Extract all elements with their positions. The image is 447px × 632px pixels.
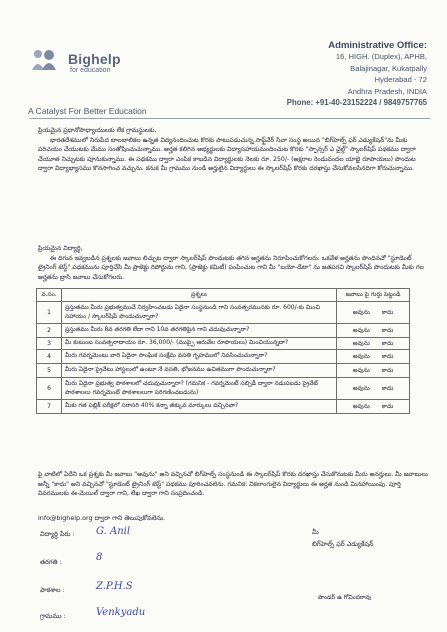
signatory-name: పాండర్ ఉ గోవిందరావు xyxy=(318,594,372,601)
school-value: Z.P.H.S xyxy=(96,581,133,592)
closing-from: మీ xyxy=(312,528,319,536)
tagline: A Catalyst For Better Education xyxy=(28,106,147,116)
greeting: ప్రియమైన ప్రధానోపాధ్యాయులకు లేక గ్రామస్థులకు, xyxy=(38,127,157,134)
letter-intro xyxy=(38,126,430,174)
bighelp-logo xyxy=(24,38,184,78)
class-value: 8 xyxy=(96,552,103,563)
col-question: ప్రశ్నలు xyxy=(62,289,337,302)
office-title: Administrative Office: xyxy=(328,40,427,51)
row-number: 1 xyxy=(37,302,62,324)
office-line: Andhra Pradesh, INDIA xyxy=(347,86,427,96)
eligibility-table xyxy=(36,288,410,414)
student-greeting: ప్రియమైన విద్యార్థి, xyxy=(38,245,83,252)
village-label: గ్రామము : xyxy=(40,612,66,620)
answer-yes[interactable]: అవును xyxy=(352,384,370,392)
student-name-value: G. Anil xyxy=(96,526,131,537)
question-text: ప్రస్తుతము మీరు 8వ తరగతి లేదా గాని 10వ తరగతిపైన గాని చదువుచున్నారా? xyxy=(62,324,337,338)
answer-yes[interactable]: అవును xyxy=(352,308,370,316)
answer-options xyxy=(337,302,410,324)
table-row xyxy=(37,378,410,400)
col-answer: జవాబు పై గుర్తు పెట్టండి xyxy=(337,289,410,302)
office-address xyxy=(237,40,427,107)
office-line: Balajinagar, Kukatpally xyxy=(350,63,427,73)
answer-options xyxy=(337,338,410,350)
question-text: మీరు గవర్నమెంటు వారి ఏదైనా సాంఘిక సంక్షేమ వసతి గృహములో నివసించుచున్నారా? xyxy=(62,350,337,364)
village-value: Venkyadu xyxy=(96,607,146,618)
table-row xyxy=(37,324,410,338)
brand-name: Bighelp xyxy=(68,51,121,67)
table-row xyxy=(37,364,410,378)
office-phone: Phone: +91-40-23152224 / 9849757765 xyxy=(286,98,427,107)
answer-options xyxy=(337,364,410,378)
answer-no[interactable]: కాదు xyxy=(381,352,394,360)
table-header-row xyxy=(37,289,410,302)
student-instructions xyxy=(38,244,430,282)
row-number: 6 xyxy=(37,378,62,400)
answer-yes[interactable]: అవును xyxy=(352,352,370,360)
class-label: తరగతి : xyxy=(40,558,62,566)
question-text: మీరు ఏదైనా ప్రభుత్వ పాఠశాలలో చదువుచున్నారా? (గమనిక - గవర్నమెంట్ సబ్సిడీ ద్వారా నడుపబడు ప్రైవేట్ పాఠశాలలు గవర్నమెంట్ పాఠశాలలుగా పరిగణించబడును) xyxy=(62,378,337,400)
question-text: మీరు ఏదైనా ప్రైవేటు హాస్టలులో ఉంటూ నే వసతి, భోజనము ఉచితముగా పొందుచున్నారా? xyxy=(62,364,337,378)
answer-options xyxy=(337,324,410,338)
logo-icon xyxy=(30,48,58,72)
question-text: ప్రస్తుతము మీరు ప్రభుత్వముచే నిర్వహించబడు ఏదైనా సంస్థనుండి గాని సంవత్సరమునకు రూ. 600/-కు మించి సహాయం / స్కాలర్‌షిప్ పొందుచున్నారా? xyxy=(62,302,337,324)
answer-no[interactable]: కాదు xyxy=(381,402,394,410)
brand-sub: for education xyxy=(70,67,111,74)
row-number: 2 xyxy=(37,324,62,338)
office-line: 16, HIGH. (Duplex), APHB, xyxy=(335,52,427,61)
answer-options xyxy=(337,350,410,364)
eligibility-note: పై వాటిలో ఏదేని ఒక ప్రశ్నకు మీ జవాబు "అవును" అని వచ్చినచో బిగ్‌హెల్ప్ సంస్థనుండి ఈ స్కాలర్‌షిప్ కొరకు దరఖాస్తు చేసుకొనుటకు మీరు అనర్హులు. మీ జవాబులు అన్నీ "కాదు" అని వచ్చినచో "స్టూడెంట్ ట్రైనింగ్ టెస్ట్" పథకము పూరించవలెను. గమనిక: వికలాంగులైన విద్యార్థులు ఈ అర్హత నుండి మినహాయింపు. పూర్తి వివరములకు ఈ-మెయిల్ ద్వారా గాని, లేఖ ద్వారా గాని సంప్రదించండి. xyxy=(38,471,428,498)
row-number: 7 xyxy=(37,400,62,414)
answer-no[interactable]: కాదు xyxy=(381,308,394,316)
closing-org: బిగ్‌హెల్ప్ ఫర్ ఎడ్యుకేషన్ xyxy=(312,540,374,548)
answer-no[interactable]: కాదు xyxy=(381,326,394,334)
answer-options xyxy=(337,378,410,400)
answer-yes[interactable]: అవును xyxy=(352,402,370,410)
answer-yes[interactable]: అవును xyxy=(352,339,370,347)
col-number: వ.సం. xyxy=(37,289,62,302)
table-row xyxy=(37,338,410,350)
question-text: మీ కుటుంబ సంవత్సరాదాయం రూ. 36,000/- (ముప్పై ఆరువేల రూపాయలు) మించియున్నదా? xyxy=(62,338,337,350)
row-number: 3 xyxy=(37,338,62,350)
office-line: Hyderabad - 72 xyxy=(374,75,427,84)
table-row xyxy=(37,302,410,324)
answer-no[interactable]: కాదు xyxy=(381,384,394,392)
table-row xyxy=(37,350,410,364)
row-number: 4 xyxy=(37,350,62,364)
student-name-label: విద్యార్థి పేరు : xyxy=(40,530,75,538)
answer-no[interactable]: కాదు xyxy=(381,339,394,347)
question-text: మీకు గత పబ్లిక్ పరీక్షలో సరాసరి 40% కన్నా తక్కువ మార్కులు వచ్చినవా? xyxy=(62,400,337,414)
answer-yes[interactable]: అవును xyxy=(352,326,370,334)
row-number: 5 xyxy=(37,364,62,378)
answer-options xyxy=(337,400,410,414)
table-row xyxy=(37,400,410,414)
email-line: info@bighelp.org ద్వారా గాని తెలుపుకోవలెను. xyxy=(38,514,166,522)
answer-no[interactable]: కాదు xyxy=(381,366,394,374)
answer-yes[interactable]: అవును xyxy=(352,366,370,374)
instructions-paragraph: ఈ దిగువ ఇవ్వబడిన ప్రశ్నలకు జవాబు లిచ్చుట ద్వారా స్కాలర్‌షిప్ పొందుటకు తగిన అర్హతను నిరూపించుకోగలరు. ఒకవేళ అర్హతను పొందినచో "స్టూడెంట్ ట్రైనింగ్ టెస్ట్" పథకమును పూర్తిచేసి మీ ప్రాజెక్టు రిపోర్టును గాని, (ప్రాజెక్టు కమిటీ) పంపించుట గాని మీ "బయో-డేటా" ను జతపరచి స్కాలర్‌షిప్ పొందుటకు మీకు గల అర్హతను బ్రాసి జవాబు చేసుకోగలరు. xyxy=(38,254,424,281)
school-label: పాఠశాల : xyxy=(40,586,65,594)
header-divider xyxy=(30,118,430,119)
intro-paragraph: భారతదేశములో నిరుపేద బాలబాలికల ఉన్నత విద్యనందించుట కొరకు పాటుపడుచున్న సాఫ్ట్‌వేర్ సేవా సంస్థ అయిన "బిగ్‌హెల్ప్ ఫర్ ఎడ్యుకేషన్"ను మీకు పరిచయం చేయుటకు మేము సంతోషించుచున్నాము. అర్హత కలిగిన అభ్యర్థులకు విద్యాసహాయమందించుట కొరకు "స్పాన్సర్ ఎ చైల్డ్" స్కాలర్‌షిప్ పథకము ద్వారా చేయూత నిచ్చుటకు పూనుకున్నాము. ఈ పథకము ద్వారా ఎంపిక కాబడిన విద్యార్థులకు నెలకు రూ. 250/- (అక్షరాల రెండువందల యాభై రూపాయలు) పొందుట ద్వారా విద్యాభ్యాసము కొనసాగించ వచ్చును. కనుక మీ గ్రామము నుండి అర్హులైన విద్యార్థులు ఈ స్కాలర్‌షిప్ కొరకు దరఖాస్తు చేసుకోవలసినదిగా కోరుచున్నాము. xyxy=(38,136,416,173)
